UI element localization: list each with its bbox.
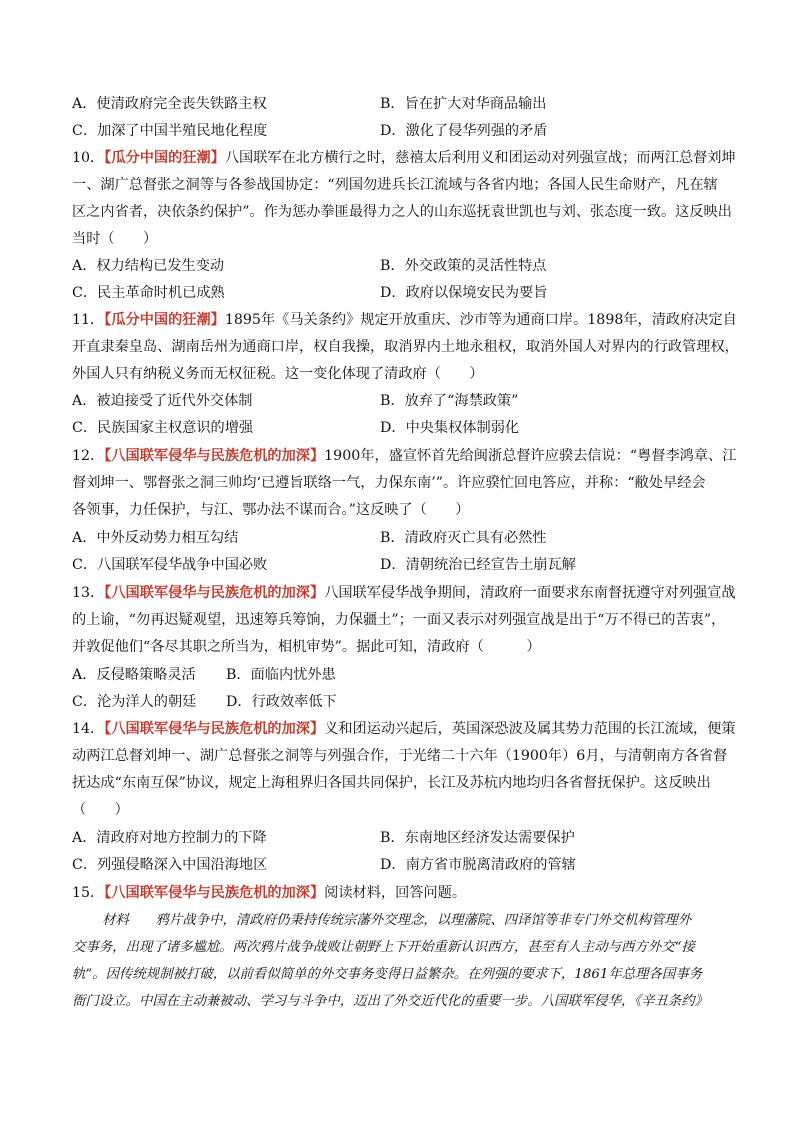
q13-option-c: C．沦为洋人的朝廷 [72, 694, 197, 710]
q10-line-4: 当时（ ） [72, 231, 158, 247]
q10-option-c: C．民主革命时机已成熟 [72, 285, 225, 301]
q12-option-a: A．中外反动势力相互勾结 [72, 530, 239, 546]
q13-line-1 [72, 580, 736, 607]
q15-text-1: 阅读材料，回答问题。 [324, 885, 467, 901]
q10-option-a: A．权力结构已发生变动 [72, 258, 225, 274]
q14-line-1 [72, 716, 736, 743]
q11-number: 11． [72, 312, 105, 328]
q10-number: 10． [72, 150, 105, 166]
q13-option-d: D．行政效率低下 [226, 694, 337, 710]
q10-text-1: 八国联军在北方横行之时，慈禧太后利用义和团运动对列强宣战；而两江总督刘坤 [224, 150, 736, 166]
q14-option-b: B．东南地区经济发达需要保护 [380, 830, 575, 846]
q15-material-line-4: 衙门设立。中国在主动兼被动、学习与斗争中，迈出了外交近代化的重要一步。八国联军侵华，《辛丑条约》 [72, 994, 709, 1009]
q10-line-3: 区之内省者，决依条约保护”。作为惩办拳匪最得力之人的山东巡抚袁世凯也与刘、张态度一致。这反映出 [72, 204, 732, 220]
q13-number: 13． [72, 585, 105, 601]
q12-line-1 [72, 443, 737, 470]
q14-number: 14． [72, 721, 105, 737]
q9-option-d: D．激化了侵华列强的矛盾 [380, 123, 548, 139]
q9-option-a: A．使清政府完全丧失铁路主权 [72, 96, 267, 112]
q14-line-2: 动两江总督刘坤一、湖广总督张之洞等与列强合作，于光绪二十六年（1900年）6月，与清朝南方各省督 [72, 748, 728, 764]
q14-option-a: A．清政府对地方控制力的下降 [72, 830, 267, 846]
q14-line-4: （ ） [72, 802, 129, 818]
q12-topic-tag: 【八国联军侵华与民族危机的加深】 [104, 448, 325, 464]
q10-option-b: B．外交政策的灵活性特点 [380, 258, 547, 274]
q12-option-b: B．清政府灭亡具有必然性 [380, 530, 547, 546]
q14-option-c: C．列强侵略深入中国沿海地区 [72, 857, 268, 873]
q12-option-d: D．清朝统治已经宣告土崩瓦解 [380, 557, 576, 573]
q13-option-b: B．面临内忧外患 [226, 667, 336, 683]
q11-line-1 [72, 307, 737, 334]
q15-topic-tag: 【八国联军侵华与民族危机的加深】 [104, 885, 325, 901]
q14-option-d: D．南方省市脱离清政府的管辖 [380, 857, 576, 873]
q15-material-line-2: 交事务，出现了诸多尴尬。两次鸦片战争战败让朝野上下开始重新认识西方，甚至有人主动与西方外交“接 [72, 940, 695, 955]
q13-topic-tag: 【八国联军侵华与民族危机的加深】 [104, 585, 325, 601]
q15-material-line-1: 材料 鸦片战争中，清政府仍秉持传统宗藩外交理念，以理藩院、四译馆等非专门外交机构管理外 [102, 913, 692, 928]
q14-line-3: 抚达成“东南互保”协议，规定上海租界归各国共同保护，长江及苏杭内地均归各省督抚保护。这反映出 [72, 775, 711, 791]
q12-line-2: 督刘坤一、鄂督张之洞三帅均‘已遵旨联络一气，力保东南’”。许应骙忙回电答应，并称：“敝处早经会 [72, 475, 706, 491]
q13-line-3: 并敦促他们“各尽其职之所当为，相机审势”。据此可知，清政府（ ） [72, 639, 541, 655]
q14-topic-tag: 【八国联军侵华与民族危机的加深】 [104, 721, 325, 737]
q11-option-b: B．放弃了“海禁政策” [380, 393, 519, 409]
q11-line-2: 开直隶秦皇岛、湖南岳州为通商口岸，权自我操，取消界内土地永租权，取消外国人对界内的行政管理权， [72, 339, 739, 355]
q11-option-a: A．被迫接受了近代外交体制 [72, 393, 253, 409]
q11-topic-tag: 【瓜分中国的狂潮】 [104, 312, 225, 328]
q15-line-1 [72, 880, 722, 907]
q14-text-1: 义和团运动兴起后，英国深恐波及属其势力范围的长江流域，便策 [324, 721, 736, 737]
q10-topic-tag: 【瓜分中国的狂潮】 [104, 150, 225, 166]
q12-option-c: C．八国联军侵华战争中国必败 [72, 557, 268, 573]
q9-option-c: C．加深了中国半殖民地化程度 [72, 123, 268, 139]
q11-option-c: C．民族国家主权意识的增强 [72, 420, 254, 436]
q12-text-1: 1900年，盛宣怀首先给闽浙总督许应骙去信说：“粤督李鸿章、江 [324, 448, 737, 464]
q10-line-2: 一、湖广总督张之洞等与各参战国协定：“列国勿进兵长江流域与各省内地；各国人民生命财产，凡在辖 [72, 177, 718, 193]
q13-option-a: A．反侵略策略灵活 [72, 667, 196, 683]
q13-line-2: 的上谕，“勿再迟疑观望，迅速筹兵筹饷，力保疆土”；一面又表示对列强宣战是出于“万不得已的苦衷”， [72, 612, 726, 628]
q11-option-d: D．中央集权体制弱化 [380, 420, 520, 436]
q15-material-line-3: 轨”。因传统规制被打破，以前看似简单的外交事务变得日益繁杂。在列强的要求下，1861年总理各国事务 [72, 967, 703, 982]
q11-text-1: 1895年《马关条约》规定开放重庆、沙市等为通商口岸。1898年，清政府决定自 [224, 312, 737, 328]
q10-line-1 [72, 145, 736, 172]
q11-line-3: 外国人只有纳税义务而无权征税。这一变化体现了清政府（ ） [72, 366, 484, 382]
q15-number: 15． [72, 885, 105, 901]
q9-option-b: B．旨在扩大对华商品输出 [380, 96, 547, 112]
q13-text-1: 八国联军侵华战争期间，清政府一面要求东南督抚遵守对列强宣战 [324, 585, 736, 601]
q12-number: 12． [72, 448, 105, 464]
q10-option-d: D．政府以保境安民为要旨 [380, 285, 548, 301]
q12-line-3: 各领事，力任保护，与江、鄂办法不谋而合。”这反映了（ ） [72, 502, 470, 518]
